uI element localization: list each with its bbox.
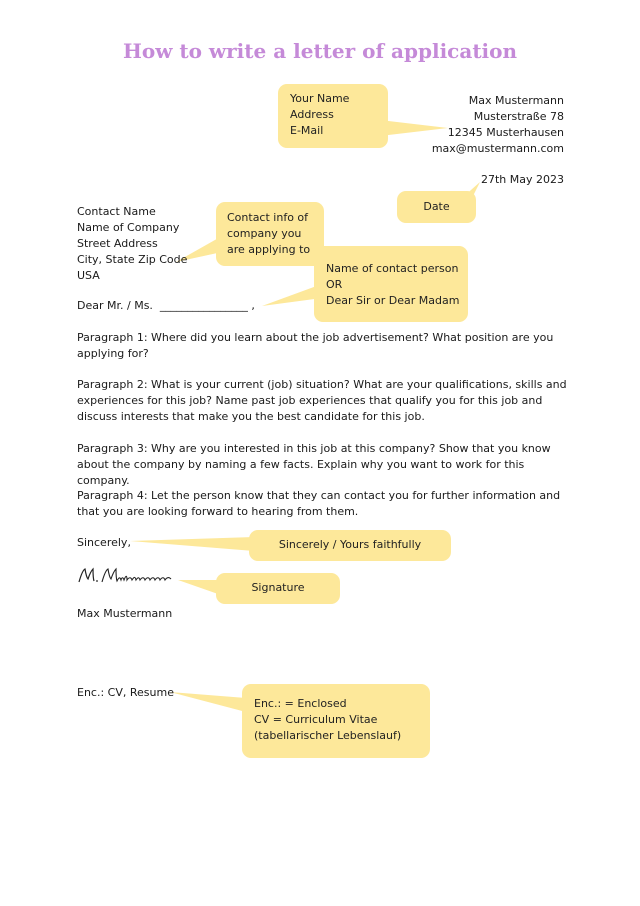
salutation: Dear Mr. / Ms. ________________ , (77, 299, 255, 312)
closing: Sincerely, (77, 536, 131, 549)
page-title: How to write a letter of application (122, 39, 518, 63)
signed-name: Max Mustermann (77, 607, 173, 620)
signature-image (76, 565, 174, 585)
sender-email: max@mustermann.com (431, 142, 564, 155)
recipient-annotation-bubble (216, 202, 324, 266)
paragraph-1: Paragraph 1: Where did you learn about the job advertisement? What position are you applying for? (77, 331, 554, 360)
signature-annotation-label: Signature (251, 581, 305, 594)
paragraph-2: Paragraph 2: What is your current (job) situation? What are your qualifications, skills and experiences for this job? Name past job experiences that qualify you for this job and discuss interests that make you the best candidate for this job. (77, 378, 567, 423)
closing-annotation-label: Sincerely / Yours faithfully (278, 538, 422, 551)
recipient-block (77, 204, 227, 284)
enclosures-annotation-line: Enc.: = Enclosed (254, 697, 347, 710)
sender-annotation-line: Address (290, 108, 334, 121)
recipient-annotation-line: are applying to (227, 243, 311, 256)
closing-annotation-bubble (249, 530, 451, 561)
signature-annotation-bubble (216, 573, 340, 604)
salutation-annotation-bubble (314, 246, 468, 322)
sender-annotation-line: E-Mail (290, 124, 324, 137)
letter-date: 27th May 2023 (480, 173, 564, 186)
paragraph-4: Paragraph 4: Let the person know that they can contact you for further information and that you are looking forward to hearing from them. (77, 489, 561, 518)
sender-street: Musterstraße 78 (473, 110, 564, 123)
recipient-street: Street Address (77, 237, 158, 250)
recipient-contact: Contact Name (77, 205, 156, 218)
recipient-annotation-line: company you (227, 227, 302, 240)
sender-name: Max Mustermann (468, 94, 564, 107)
salutation-annotation-line: Name of contact person (326, 262, 459, 275)
date-annotation-label: Date (423, 200, 450, 213)
recipient-annotation-line: Contact info of (227, 211, 309, 224)
date-annotation-bubble (397, 191, 476, 223)
sender-city: 12345 Musterhausen (447, 126, 564, 139)
recipient-company: Name of Company (77, 221, 180, 234)
paragraph-3: Paragraph 3: Why are you interested in this job at this company? Show that you know about the company by naming a few facts. Explain why you want to work for this company. (77, 442, 551, 487)
salutation-annotation-line: OR (326, 278, 343, 291)
enclosures-annotation-bubble (242, 684, 430, 758)
enclosures-annotation-line: CV = Curriculum Vitae (254, 713, 378, 726)
recipient-city: City, State Zip Code (77, 253, 188, 266)
sender-annotation-line: Your Name (290, 92, 350, 105)
salutation-annotation-line: Dear Sir or Dear Madam (326, 294, 460, 307)
enclosures: Enc.: CV, Resume (77, 686, 174, 699)
enclosures-annotation-line: (tabellarischer Lebenslauf) (254, 729, 402, 742)
sender-annotation-bubble (278, 84, 388, 148)
recipient-country: USA (77, 269, 100, 282)
